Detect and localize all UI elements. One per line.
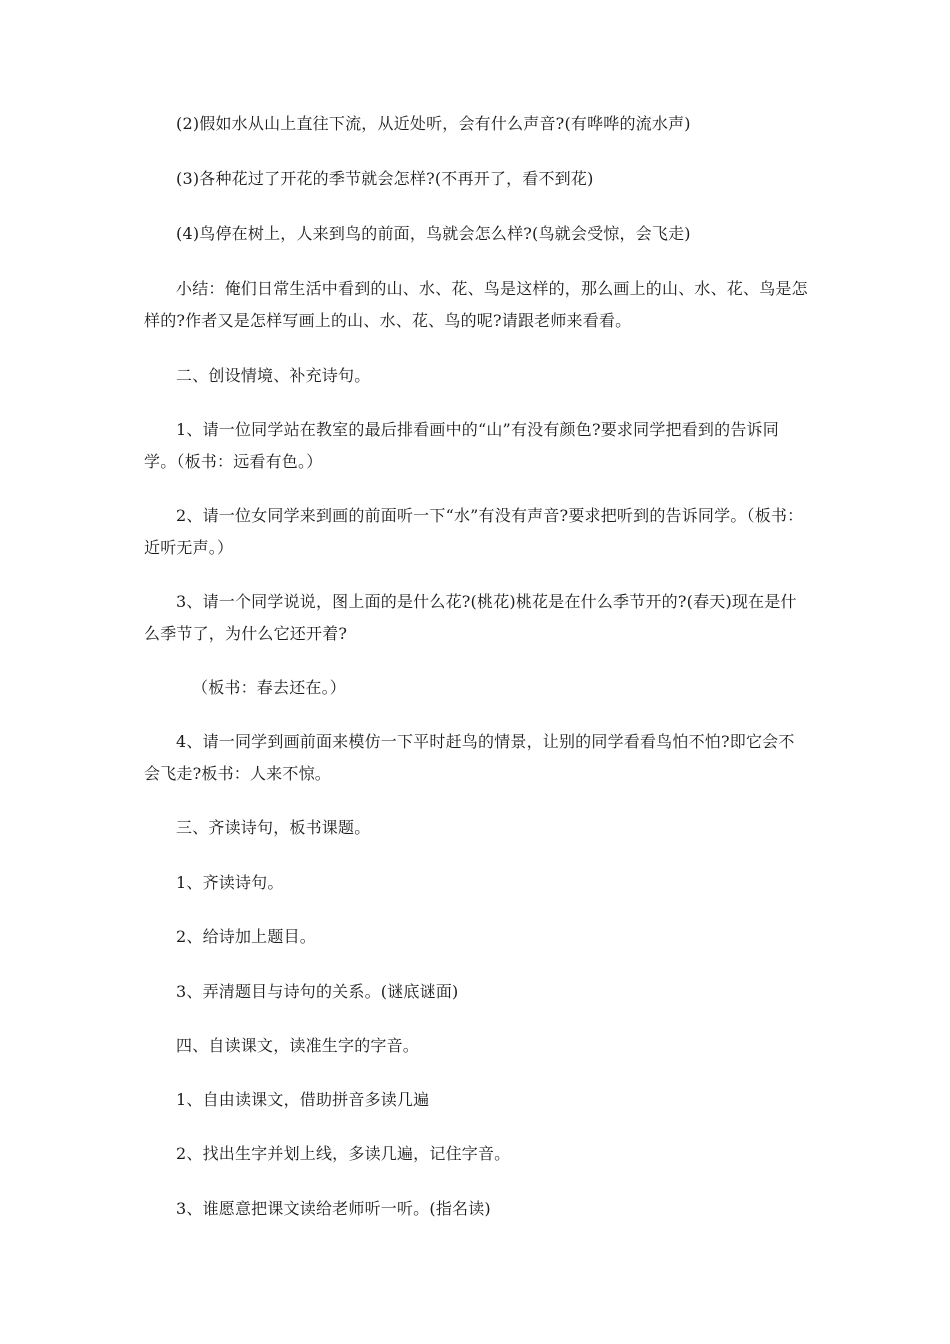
paragraph-question-3: (3)各种花过了开花的季节就会怎样?(不再开了，看不到花) [176,169,594,188]
list-item-find-characters: 2、找出生字并划上线，多读几遍，记住字音。 [176,1144,511,1163]
paragraph-step-3: 3、请一个同学说说，图上面的是什么花?(桃花)桃花是在什么季节开的?(春天)现在是什么季节了，为什么它还开着? [144,592,797,643]
section-heading-3: 三、齐读诗句，板书课题。 [176,818,371,837]
list-item-title-relation: 3、弄清题目与诗句的关系。(谜底谜面) [176,982,459,1001]
paragraph-step-1: 1、请一位同学站在教室的最后排看画中的“山”有没有颜色?要求同学把看到的告诉同学。（板书：远看有色。） [144,420,779,471]
list-item-read-to-teacher: 3、谁愿意把课文读给老师听一听。(指名读) [176,1199,491,1218]
paragraph-question-4: (4)鸟停在树上，人来到鸟的前面，鸟就会怎么样?(鸟就会受惊，会飞走) [176,224,691,243]
list-item-add-title: 2、给诗加上题目。 [176,927,316,946]
paragraph-step-2: 2、请一位女同学来到画的前面听一下“水”有没有声音?要求把听到的告诉同学。（板书：近听无声。） [144,506,804,557]
paragraph-summary: 小结：俺们日常生活中看到的山、水、花、鸟是这样的，那么画上的山、水、花、鸟是怎样的?作者又是怎样写画上的山、水、花、鸟的呢?请跟老师来看看。 [144,279,808,330]
paragraph-question-2: (2)假如水从山上直往下流，从近处听，会有什么声音?(有哗哗的流水声) [176,114,691,133]
list-item-read-poem: 1、齐读诗句。 [176,873,284,892]
paragraph-step-4: 4、请一同学到画前面来模仿一下平时赶鸟的情景，让别的同学看看鸟怕不怕?即它会不会飞走?板书：人来不惊。 [144,732,795,783]
paragraph-board-note: （板书：春去还在。） [192,678,347,697]
section-heading-4: 四、自读课文，读准生字的字音。 [176,1036,420,1055]
section-heading-2: 二、创设情境、补充诗句。 [176,366,371,385]
list-item-free-reading: 1、自由读课文，借助拼音多读几遍 [176,1090,430,1109]
